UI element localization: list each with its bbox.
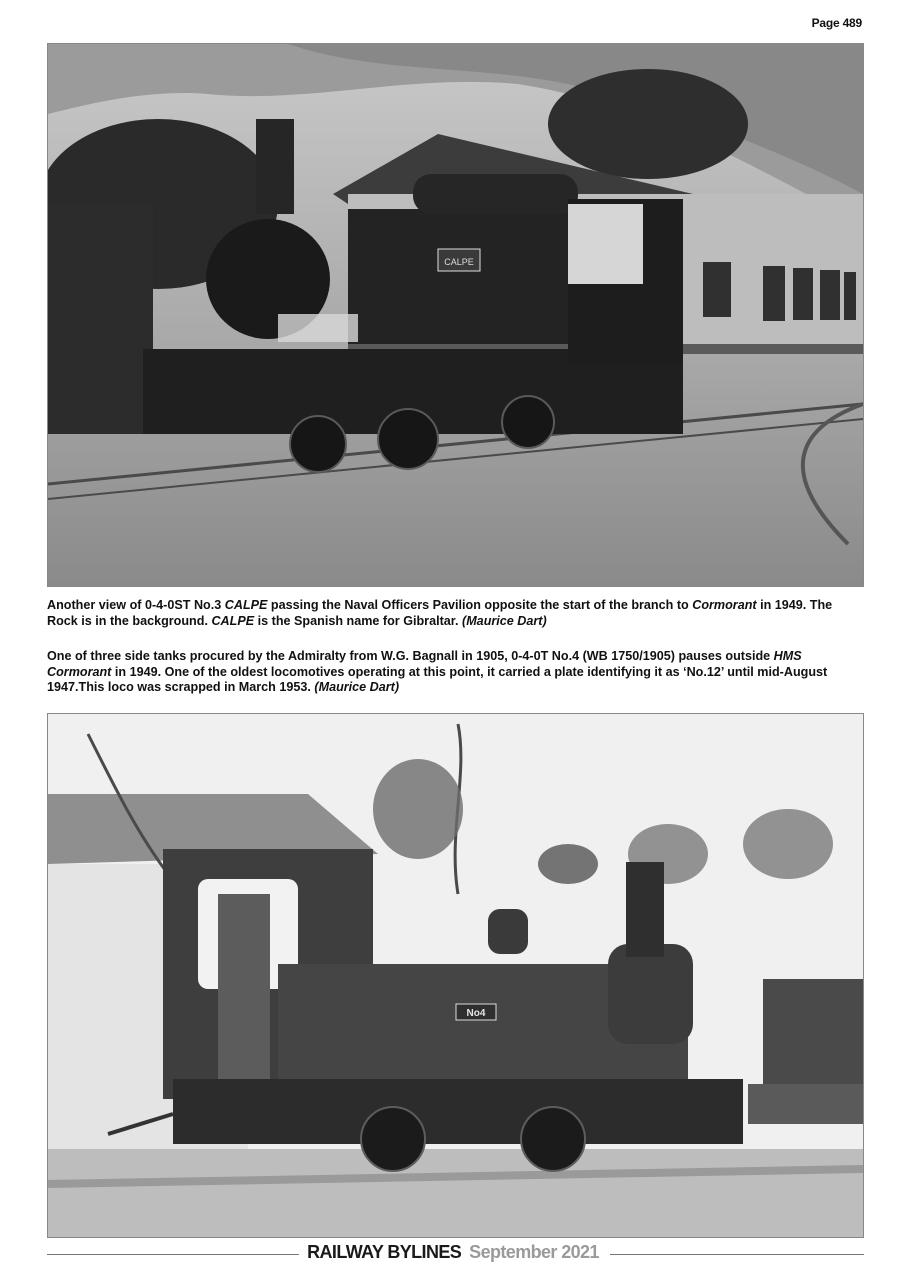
photo-calpe-locomotive bbox=[47, 43, 864, 587]
magazine-title: RAILWAY BYLINES bbox=[299, 1242, 469, 1262]
photo-no4-locomotive bbox=[47, 713, 864, 1238]
caption-photo-2: One of three side tanks procured by the Admiralty from W.G. Bagnall in 1905, 0-4-0T No.4 (WB 1750/1905) pauses outside HMS Cormorant in 1949. One of the oldest locomotives operating at this point, it carried a plate identifying it as ‘No.12’ until mid-August 1947.This loco was scrapped in March 1953. (Maurice Dart) bbox=[47, 649, 828, 694]
photo-credit: (Maurice Dart) bbox=[462, 613, 547, 628]
footer bbox=[0, 1242, 906, 1263]
photo-credit: (Maurice Dart) bbox=[314, 680, 400, 694]
issue-date: September 2021 bbox=[469, 1242, 607, 1262]
numberplate-no4: No4 bbox=[466, 1008, 486, 1019]
caption-photo-1: Another view of 0-4-0ST No.3 CALPE passing the Naval Officers Pavilion opposite the start of the branch to Cormorant in 1949. The Rock is in the background. CALPE is the Spanish name for Gibraltar. (Maurice Dart) bbox=[47, 598, 833, 628]
page-number: Page 489 bbox=[811, 16, 862, 30]
nameplate-calpe: CALPE bbox=[444, 257, 474, 267]
